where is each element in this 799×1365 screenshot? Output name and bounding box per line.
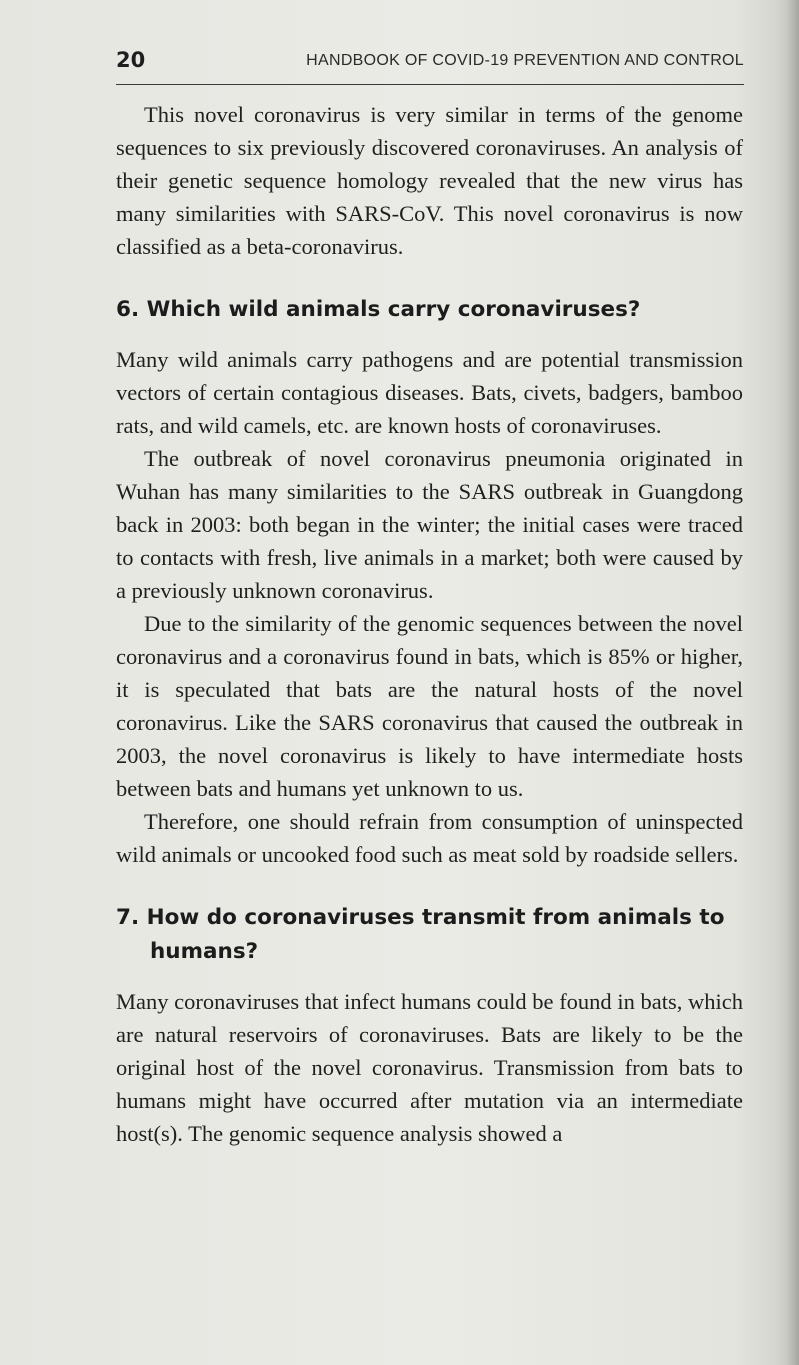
section-6-heading: 6. Which wild animals carry coronaviruses? — [116, 297, 641, 322]
section-6-paragraph-3: Due to the similarity of the genomic sequences between the novel coronavirus and a coronavirus found in bats, which is 85% or higher, it is speculated that bats are the natural hosts of the novel coronavirus. Like the SARS coronavirus that caused the outbreak in 2003, the novel coronavirus is likely to have intermediate hosts between bats and humans yet unknown to us. — [116, 611, 743, 801]
section-7-heading: 7. How do coronaviruses transmit from animals to humans? — [116, 905, 725, 964]
section-7-paragraph-1: Many coronaviruses that infect humans could be found in bats, which are natural reservoirs of coronaviruses. Bats are likely to be the original host of the novel coronavirus. Transmission from bats to humans might have occurred after mutation via an intermediate host(s). The genomic sequence analysis showed a — [116, 989, 743, 1146]
running-title: HANDBOOK OF COVID-19 PREVENTION AND CONTROL — [306, 52, 744, 69]
page-edge-shadow — [787, 0, 799, 1365]
page-number: 20 — [116, 48, 146, 72]
section-6-paragraph-4: Therefore, one should refrain from consumption of uninspected wild animals or uncooked food such as meat sold by roadside sellers. — [116, 809, 743, 867]
section-6-paragraph-2: The outbreak of novel coronavirus pneumonia originated in Wuhan has many similarities to the SARS outbreak in Guangdong back in 2003: both began in the winter; the initial cases were traced to contacts with fresh, live animals in a market; both were caused by a previously unknown coronavirus. — [116, 446, 743, 603]
intro-paragraph: This novel coronavirus is very similar in terms of the genome sequences to six previously discovered coronaviruses. An analysis of their genetic sequence homology revealed that the new virus has many similarities with SARS-CoV. This novel coronavirus is now classified as a beta-coronavirus. — [116, 102, 743, 259]
page-header — [116, 44, 744, 85]
page-body — [116, 98, 743, 1150]
section-6-paragraph-1: Many wild animals carry pathogens and are potential transmission vectors of certain contagious diseases. Bats, civets, badgers, bamboo rats, and wild camels, etc. are known hosts of coronaviruses. — [116, 347, 743, 438]
